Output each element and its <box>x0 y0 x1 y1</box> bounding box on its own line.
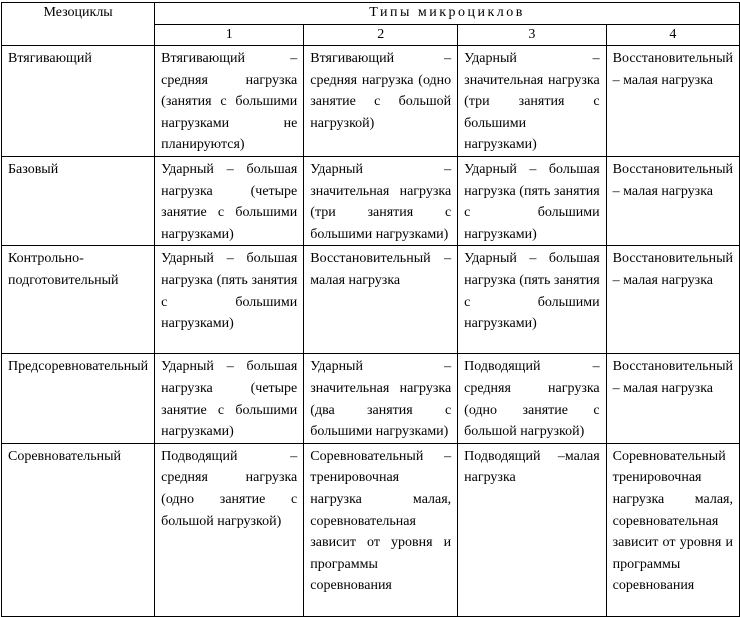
table-cell: Ударный – большая нагрузка (пять занятия с большими нагрузками) <box>155 246 304 354</box>
table-row <box>2 443 740 616</box>
mesocycle-header: Мезоциклы <box>2 3 155 46</box>
col-number-1: 1 <box>155 25 304 46</box>
table-row <box>2 246 740 354</box>
table-row <box>2 156 740 245</box>
table-cell: Восстановительный – малая нагрузка <box>606 46 739 157</box>
microcycle-types-header: Типы микроциклов <box>155 3 740 25</box>
row-name: Соревновательный <box>2 443 155 616</box>
table-cell: Подводящий – средняя нагрузка (одно занятие с большой нагрузкой) <box>155 443 304 616</box>
row-name: Предсоревновательный <box>2 354 155 443</box>
table-cell: Восстановительный – малая нагрузка <box>606 246 739 354</box>
table-cell: Ударный – большая нагрузка (четыре занятие с большими нагрузками) <box>155 156 304 245</box>
table-cell: Ударный – большая нагрузка (четыре занятие с большими нагрузками) <box>155 354 304 443</box>
row-name: Базовый <box>2 156 155 245</box>
table-cell: Ударный – значительная нагрузка (три занятия с большими нагрузками) <box>458 46 606 157</box>
col-number-2: 2 <box>304 25 458 46</box>
table-cell: Втягивающий – средняя нагрузка (одно занятие с большой нагрузкой) <box>304 46 458 157</box>
microcycle-table <box>1 2 740 617</box>
table-cell: Соревновательный – тренировочная нагрузка малая, соревновательная зависит от уровня и программы соревнования <box>304 443 458 616</box>
row-name: Втягивающий <box>2 46 155 157</box>
table-cell: Соревновательный тренировочная нагрузка малая, соревновательная зависит от уровня и программы соревнования <box>606 443 739 616</box>
col-number-3: 3 <box>458 25 606 46</box>
table-cell: Ударный – значительная нагрузка (два занятия с большими нагрузками) <box>304 354 458 443</box>
table-row <box>2 46 740 157</box>
row-name: Контрольно-подготовительный <box>2 246 155 354</box>
table-cell: Ударный – большая нагрузка (пять занятия с большими нагрузками) <box>458 246 606 354</box>
table-cell: Втягивающий – средняя нагрузка (занятия с большими нагрузками не планируются) <box>155 46 304 157</box>
table-cell: Ударный – значительная нагрузка (три занятия с большими нагрузками) <box>304 156 458 245</box>
table-cell: Восстановительный – малая нагрузка <box>606 156 739 245</box>
table-cell: Восстановительный – малая нагрузка <box>304 246 458 354</box>
table-cell: Подводящий –малая нагрузка <box>458 443 606 616</box>
table-row <box>2 354 740 443</box>
col-number-4: 4 <box>606 25 739 46</box>
table-cell: Подводящий – средняя нагрузка (одно занятие с большой нагрузкой) <box>458 354 606 443</box>
table-cell: Восстановительный – малая нагрузка <box>606 354 739 443</box>
table-cell: Ударный – большая нагрузка (пять занятия с большими нагрузками) <box>458 156 606 245</box>
